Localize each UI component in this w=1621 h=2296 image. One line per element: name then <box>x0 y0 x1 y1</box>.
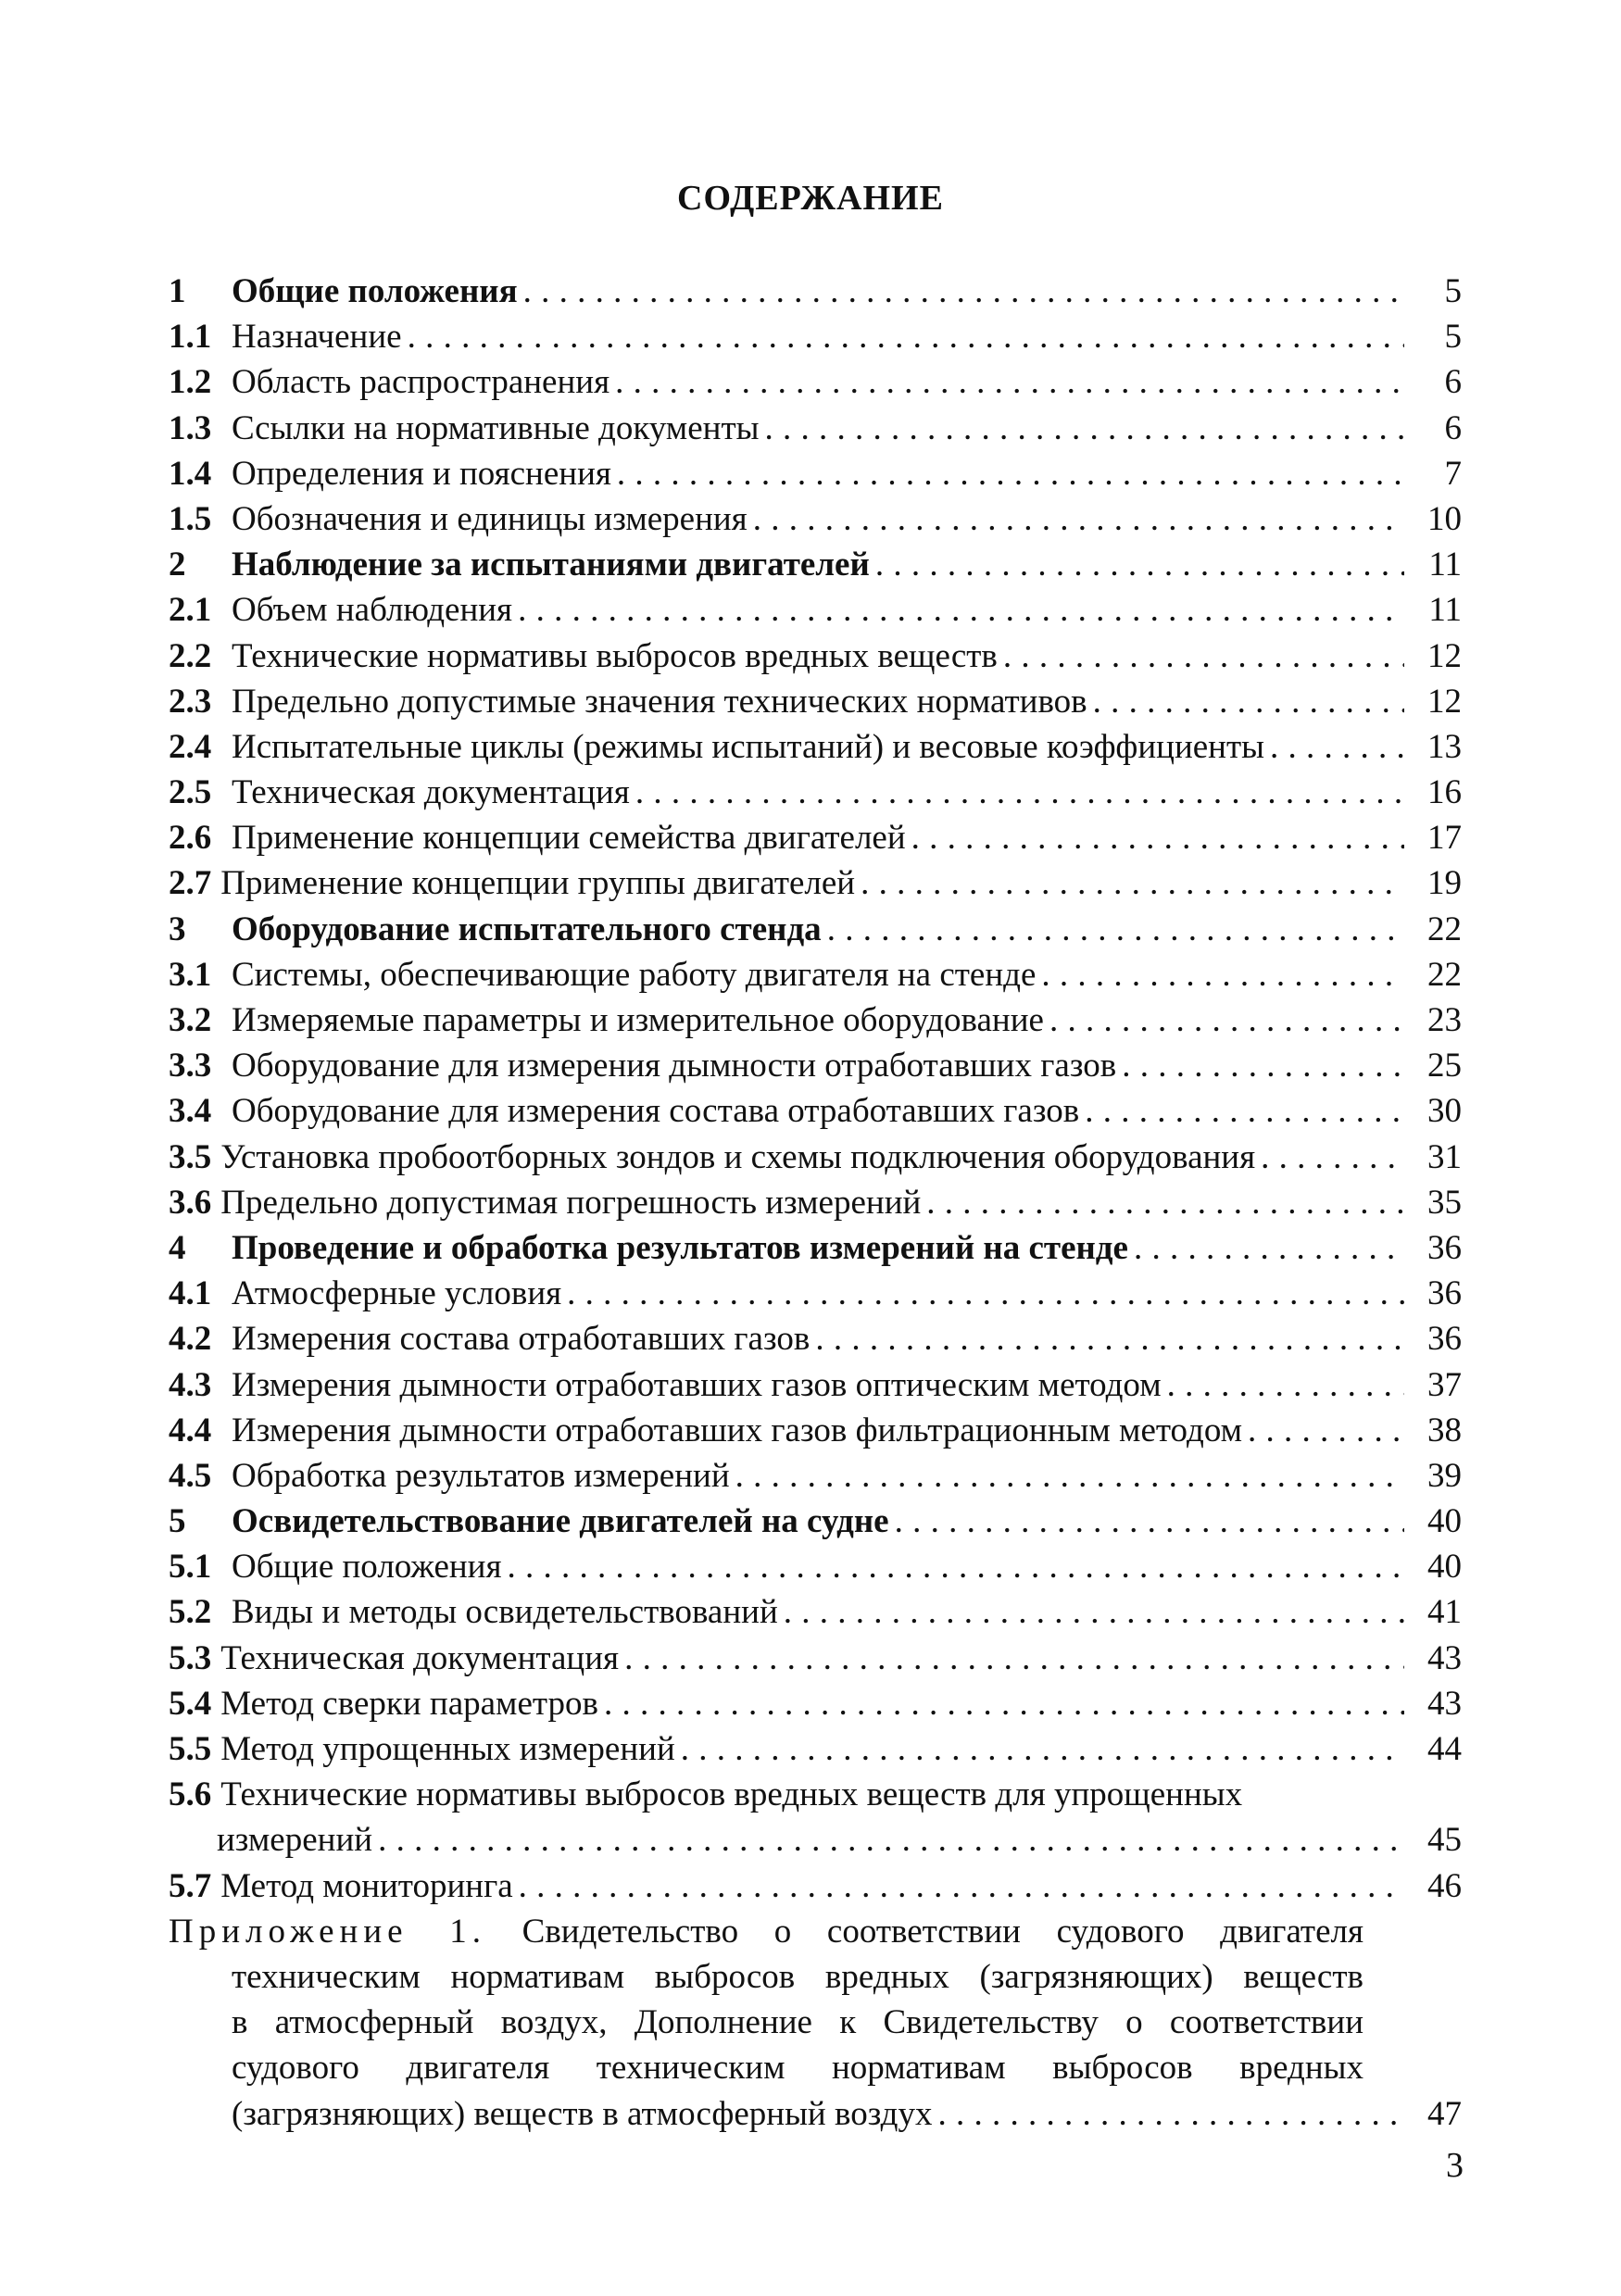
toc-entry[interactable] <box>169 907 1462 952</box>
toc-entry-number: 1.4 <box>169 454 212 493</box>
appendix-entry-line1[interactable] <box>169 1909 1363 1954</box>
dot-leader <box>519 1863 1404 1909</box>
toc-entry-number: 4 <box>169 1228 186 1267</box>
dot-leader <box>518 587 1404 633</box>
toc-entry[interactable] <box>169 406 1462 451</box>
toc-entry[interactable] <box>169 770 1462 815</box>
toc-entry-number: 1 <box>169 272 186 310</box>
toc-entry-number: 3.5 <box>169 1137 212 1176</box>
toc-entry-title: Технические нормативы выбросов вредных веществ <box>232 636 998 675</box>
toc-entry-title: Измерения дымности отработавших газов оптическим методом <box>232 1365 1162 1404</box>
dot-leader <box>735 1453 1404 1499</box>
toc-entry-page: 12 <box>1427 636 1462 675</box>
toc-entry-page: 7 <box>1444 454 1462 493</box>
toc-entry-page: 44 <box>1427 1730 1462 1768</box>
toc-entry-title: Атмосферные условия <box>232 1274 562 1313</box>
dot-leader <box>784 1589 1404 1635</box>
dot-leader <box>523 269 1404 314</box>
toc-entry-number: 5.2 <box>169 1593 212 1632</box>
toc-entry-title: Назначение <box>232 318 402 357</box>
toc-entry-title: Метод упрощенных измерений <box>220 1730 675 1768</box>
toc-entry[interactable] <box>169 1453 1462 1499</box>
toc-entry-page: 45 <box>1427 1821 1462 1860</box>
toc-entry-number: 5.7 <box>169 1866 212 1905</box>
dot-leader <box>408 314 1404 359</box>
toc-entry-title: Установка пробоотборных зондов и схемы подключения оборудования <box>220 1137 1256 1176</box>
toc-entry[interactable] <box>169 634 1462 679</box>
toc-entry-number: 1.3 <box>169 408 212 447</box>
toc-entry[interactable] <box>169 1636 1462 1681</box>
toc-entry-page: 40 <box>1427 1502 1462 1541</box>
toc-entry-5-6-continuation[interactable] <box>169 1817 1462 1863</box>
toc-entry-title: Оборудование для измерения дымности отработавших газов <box>232 1047 1117 1085</box>
table-of-contents <box>169 269 1462 2137</box>
toc-entry-page: 19 <box>1427 864 1462 903</box>
toc-entry[interactable] <box>169 1088 1462 1134</box>
toc-entry-number: 4.1 <box>169 1274 212 1313</box>
toc-entry[interactable] <box>169 542 1462 587</box>
toc-entry-number: 2.1 <box>169 591 212 630</box>
toc-entry[interactable] <box>169 359 1462 405</box>
toc-entry-page: 43 <box>1427 1684 1462 1723</box>
toc-entry[interactable] <box>169 1043 1462 1088</box>
toc-entry-5-7[interactable] <box>169 1863 1462 1909</box>
toc-entry-number: 5 <box>169 1502 186 1541</box>
dot-leader <box>1093 679 1404 724</box>
toc-entry-title: Системы, обеспечивающие работу двигателя на стенде <box>232 955 1037 994</box>
toc-entry[interactable] <box>169 997 1462 1043</box>
toc-entry-title: Общие положения <box>232 1548 502 1587</box>
toc-entry-title-line2: измерений <box>217 1821 373 1860</box>
toc-entry-page: 37 <box>1427 1365 1462 1404</box>
dot-leader <box>681 1726 1404 1772</box>
dot-leader <box>624 1636 1404 1681</box>
toc-entry-number: 3.6 <box>169 1183 212 1222</box>
toc-entry[interactable] <box>169 1589 1462 1635</box>
toc-entry-page: 5 <box>1444 272 1462 310</box>
appendix-title-line1: Свидетельство о соответствии судового двигателя <box>521 1912 1363 1951</box>
toc-entry-number: 2.3 <box>169 682 212 721</box>
toc-entry[interactable] <box>169 1408 1462 1453</box>
toc-entry-title: Объем наблюдения <box>232 591 513 630</box>
page-number: 3 <box>1446 2146 1464 2185</box>
toc-entry-number: 5.3 <box>169 1638 212 1677</box>
toc-entry-title: Предельно допустимые значения технических нормативов <box>232 682 1087 721</box>
toc-entry-title: Метод сверки параметров <box>220 1684 598 1723</box>
toc-entry-number: 3.2 <box>169 1001 212 1039</box>
toc-entry-page: 30 <box>1427 1092 1462 1131</box>
toc-entry-page: 10 <box>1427 499 1462 538</box>
toc-entry-number: 2.4 <box>169 727 212 766</box>
toc-entry-title: Оборудование испытательного стенда <box>232 910 822 948</box>
dot-leader <box>937 2091 1404 2137</box>
dot-leader <box>507 1544 1404 1589</box>
toc-entry[interactable] <box>169 314 1462 359</box>
toc-entry-number: 2.7 <box>169 864 212 903</box>
toc-entry-title: Предельно допустимая погрешность измерений <box>220 1183 922 1222</box>
dot-leader <box>1122 1043 1404 1088</box>
appendix-title-line4: судового двигателя техническим нормативам выбросов вредных <box>232 2049 1363 2088</box>
toc-entry-title: Обработка результатов измерений <box>232 1456 730 1495</box>
toc-entry-page: 6 <box>1444 363 1462 402</box>
toc-entry-title: Применение концепции группы двигателей <box>220 864 856 903</box>
appendix-title-line3: в атмосферный воздух, Дополнение к Свидетельству о соответствии <box>232 2003 1363 2042</box>
toc-entry-number: 5.6 <box>169 1775 212 1814</box>
toc-entry-page: 13 <box>1427 727 1462 766</box>
toc-entry-title: Испытательные циклы (режимы испытаний) и весовые коэффициенты <box>232 727 1265 766</box>
dot-leader <box>1085 1088 1404 1134</box>
toc-entries <box>169 269 1462 1772</box>
dot-leader <box>1270 724 1404 770</box>
toc-entry-page: 46 <box>1427 1866 1462 1905</box>
toc-entry-title: Освидетельствование двигателей на судне <box>232 1502 889 1541</box>
toc-entry-number: 2.5 <box>169 773 212 812</box>
toc-entry-page: 36 <box>1427 1228 1462 1267</box>
toc-entry[interactable] <box>169 952 1462 997</box>
dot-leader <box>1261 1135 1404 1180</box>
dot-leader <box>378 1817 1404 1863</box>
toc-entry-title: Применение концепции семейства двигателей <box>232 819 906 858</box>
toc-entry-page: 16 <box>1427 773 1462 812</box>
toc-entry[interactable] <box>169 1499 1462 1544</box>
toc-entry-page: 5 <box>1444 318 1462 357</box>
toc-entry-page: 40 <box>1427 1548 1462 1587</box>
dot-leader <box>615 359 1404 405</box>
dot-leader <box>1167 1362 1404 1408</box>
toc-entry-title: Техническая документация <box>220 1638 620 1677</box>
dot-leader <box>1134 1225 1404 1271</box>
toc-entry-number: 3 <box>169 910 186 948</box>
toc-entry-number: 4.4 <box>169 1411 212 1449</box>
toc-entry-number: 2.6 <box>169 819 212 858</box>
dot-leader <box>895 1499 1404 1544</box>
toc-entry-title: Виды и методы освидетельствований <box>232 1593 778 1632</box>
toc-entry-number: 3.1 <box>169 955 212 994</box>
toc-entry-page: 22 <box>1427 955 1462 994</box>
toc-entry-title: Техническая документация <box>232 773 630 812</box>
toc-entry-number: 5.4 <box>169 1684 212 1723</box>
toc-entry[interactable] <box>169 1681 1462 1726</box>
toc-entry[interactable] <box>169 269 1462 314</box>
dot-leader <box>1049 997 1404 1043</box>
page-title: СОДЕРЖАНИЕ <box>677 179 944 218</box>
toc-entry-page: 43 <box>1427 1638 1462 1677</box>
toc-entry-title: Оборудование для измерения состава отработавших газов <box>232 1092 1080 1131</box>
toc-entry[interactable] <box>169 1135 1462 1180</box>
toc-entry[interactable] <box>169 679 1462 724</box>
appendix-label: Приложение 1. <box>169 1912 486 1951</box>
toc-entry-number: 5.1 <box>169 1548 212 1587</box>
appendix-title-line2: техническим нормативам выбросов вредных (загрязняющих) веществ <box>232 1957 1363 1996</box>
toc-entry-number: 3.3 <box>169 1047 212 1085</box>
toc-entry-page: 31 <box>1427 1137 1462 1176</box>
dot-leader <box>926 1180 1404 1225</box>
toc-entry-title: Ссылки на нормативные документы <box>232 408 760 447</box>
toc-entry-title: Область распространения <box>232 363 610 402</box>
toc-entry-page: 39 <box>1427 1456 1462 1495</box>
toc-entry-title-line1: Технические нормативы выбросов вредных веществ для упрощенных <box>220 1775 1243 1814</box>
toc-entry[interactable] <box>169 1180 1462 1225</box>
toc-entry-title: Общие положения <box>232 272 518 310</box>
dot-leader <box>567 1271 1404 1316</box>
toc-entry[interactable] <box>169 1225 1462 1271</box>
toc-entry-page: 11 <box>1428 546 1462 584</box>
toc-entry-5-6[interactable] <box>169 1772 1462 1817</box>
dot-leader <box>617 451 1404 496</box>
toc-entry[interactable] <box>169 1316 1462 1361</box>
toc-entry-page: 25 <box>1427 1047 1462 1085</box>
dot-leader <box>911 815 1404 860</box>
dot-leader <box>635 770 1404 815</box>
toc-entry-page: 38 <box>1427 1411 1462 1449</box>
toc-entry[interactable] <box>169 496 1462 542</box>
dot-leader <box>764 406 1404 451</box>
dot-leader <box>827 907 1404 952</box>
toc-entry-page: 23 <box>1427 1001 1462 1039</box>
toc-entry-page: 41 <box>1427 1593 1462 1632</box>
toc-entry[interactable] <box>169 860 1462 906</box>
toc-entry[interactable] <box>169 587 1462 633</box>
toc-entry[interactable] <box>169 1544 1462 1589</box>
toc-entry-page: 47 <box>1427 2094 1462 2133</box>
toc-entry-page: 36 <box>1427 1274 1462 1313</box>
appendix-entry-last-line[interactable] <box>169 2091 1462 2137</box>
toc-entry[interactable] <box>169 451 1462 496</box>
toc-entry[interactable] <box>169 1362 1462 1408</box>
toc-entry-title: Измеряемые параметры и измерительное оборудование <box>232 1001 1044 1039</box>
toc-entry-page: 36 <box>1427 1320 1462 1359</box>
toc-entry-title: Наблюдение за испытаниями двигателей <box>232 546 870 584</box>
toc-entry-number: 5.5 <box>169 1730 212 1768</box>
dot-leader <box>604 1681 1404 1726</box>
toc-entry-title: Определения и пояснения <box>232 454 611 493</box>
toc-entry-page: 22 <box>1427 910 1462 948</box>
toc-entry-page: 12 <box>1427 682 1462 721</box>
toc-entry-number: 2.2 <box>169 636 212 675</box>
toc-entry-number: 3.4 <box>169 1092 212 1131</box>
dot-leader <box>1003 634 1404 679</box>
toc-entry-page: 11 <box>1428 591 1462 630</box>
toc-entry-number: 1.2 <box>169 363 212 402</box>
dot-leader <box>753 496 1404 542</box>
toc-entry-number: 1.5 <box>169 499 212 538</box>
toc-entry-page: 6 <box>1444 408 1462 447</box>
toc-entry-title: Метод мониторинга <box>220 1866 513 1905</box>
toc-entry-title: Измерения состава отработавших газов <box>232 1320 810 1359</box>
dot-leader <box>861 860 1404 906</box>
toc-entry-number: 4.5 <box>169 1456 212 1495</box>
toc-entry-page: 17 <box>1427 819 1462 858</box>
toc-entry[interactable] <box>169 1271 1462 1316</box>
toc-entry-number: 1.1 <box>169 318 212 357</box>
toc-entry-title: Измерения дымности отработавших газов фильтрационным методом <box>232 1411 1243 1449</box>
dot-leader <box>1041 952 1404 997</box>
toc-entry[interactable] <box>169 1726 1462 1772</box>
toc-entry[interactable] <box>169 724 1462 770</box>
toc-entry-number: 4.2 <box>169 1320 212 1359</box>
appendix-title-line5: (загрязняющих) веществ в атмосферный воздух <box>232 2094 933 2133</box>
toc-entry-page: 35 <box>1427 1183 1462 1222</box>
toc-entry-title: Обозначения и единицы измерения <box>232 499 748 538</box>
dot-leader <box>815 1316 1404 1361</box>
dot-leader <box>875 542 1404 587</box>
toc-entry-number: 2 <box>169 546 186 584</box>
toc-entry-number: 4.3 <box>169 1365 212 1404</box>
toc-entry[interactable] <box>169 815 1462 860</box>
toc-entry-title: Проведение и обработка результатов измерений на стенде <box>232 1228 1128 1267</box>
dot-leader <box>1248 1408 1404 1453</box>
